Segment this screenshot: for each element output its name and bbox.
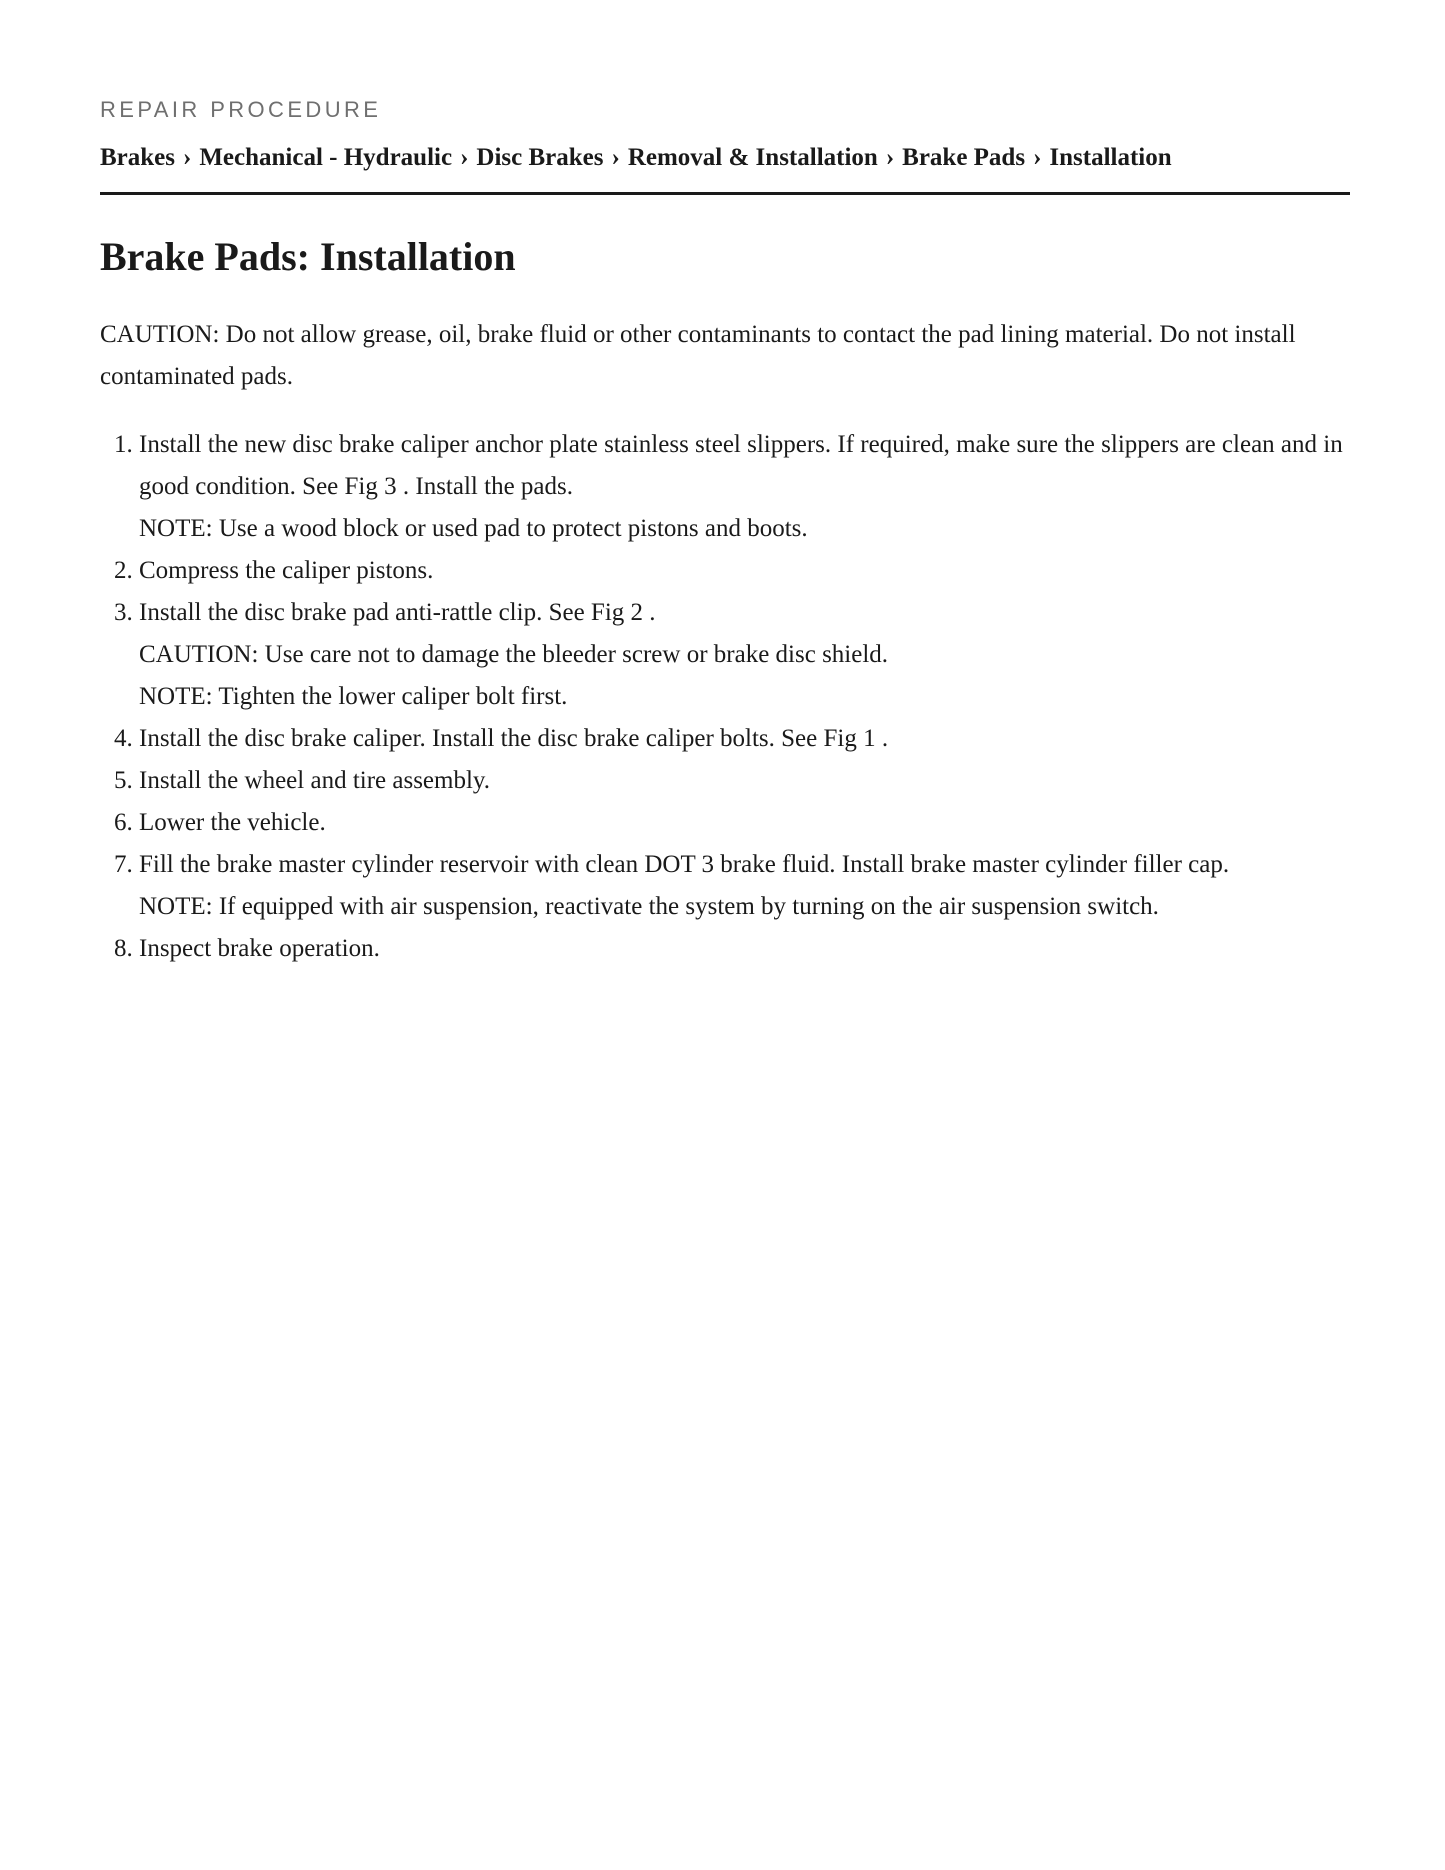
procedure-steps <box>100 424 1350 970</box>
breadcrumb-item-disc-brakes[interactable]: Disc Brakes <box>476 144 604 171</box>
breadcrumb-separator: › <box>611 144 620 171</box>
step-item <box>139 802 1350 844</box>
breadcrumb-item-removal-installation[interactable]: Removal & Installation <box>627 144 878 171</box>
section-eyebrow: REPAIR PROCEDURE <box>100 97 382 122</box>
breadcrumb-item-brakes[interactable]: Brakes <box>100 144 175 171</box>
step-note: NOTE: If equipped with air suspension, reactivate the system by turning on the air suspension switch. <box>139 893 1159 920</box>
document-page <box>0 0 1343 970</box>
breadcrumb-item-installation[interactable]: Installation <box>1049 144 1172 171</box>
step-text: Install the disc brake caliper. Install the disc brake caliper bolts. See Fig 1 . <box>139 725 889 752</box>
breadcrumb-separator: › <box>460 144 469 171</box>
breadcrumb-item-mechanical-hydraulic[interactable]: Mechanical - Hydraulic <box>199 144 453 171</box>
step-text: Install the new disc brake caliper anchor plate stainless steel slippers. If required, make sure the slippers are clean and in good condition. See Fig 3 . Install the pads. <box>139 431 1343 500</box>
breadcrumb-separator: › <box>1033 144 1042 171</box>
breadcrumb-separator: › <box>885 144 895 171</box>
step-item <box>139 592 1350 718</box>
step-item <box>139 718 1350 760</box>
step-item <box>139 424 1350 550</box>
step-text: Install the disc brake pad anti-rattle clip. See Fig 2 . <box>139 599 656 626</box>
step-item <box>139 928 1350 970</box>
step-text: Install the wheel and tire assembly. <box>139 767 491 794</box>
step-text: Compress the caliper pistons. <box>139 557 434 584</box>
step-item <box>139 550 1350 592</box>
step-text: Lower the vehicle. <box>139 809 326 836</box>
step-item <box>139 760 1350 802</box>
page-title: Brake Pads: Installation <box>100 234 516 279</box>
breadcrumb-item-brake-pads[interactable]: Brake Pads <box>902 144 1026 171</box>
step-item <box>139 844 1350 928</box>
step-caution: CAUTION: Use care not to damage the bleeder screw or brake disc shield. <box>139 641 889 668</box>
breadcrumb <box>100 142 1350 195</box>
step-note: NOTE: Tighten the lower caliper bolt first. <box>139 683 568 710</box>
step-note: NOTE: Use a wood block or used pad to protect pistons and boots. <box>139 515 808 542</box>
step-text: Inspect brake operation. <box>139 935 380 962</box>
step-text: Fill the brake master cylinder reservoir with clean DOT 3 brake fluid. Install brake master cylinder filler cap. <box>139 851 1230 878</box>
breadcrumb-separator: › <box>183 144 192 171</box>
intro-caution: CAUTION: Do not allow grease, oil, brake fluid or other contaminants to contact the pad lining material. Do not install contaminated pads. <box>100 321 1296 390</box>
